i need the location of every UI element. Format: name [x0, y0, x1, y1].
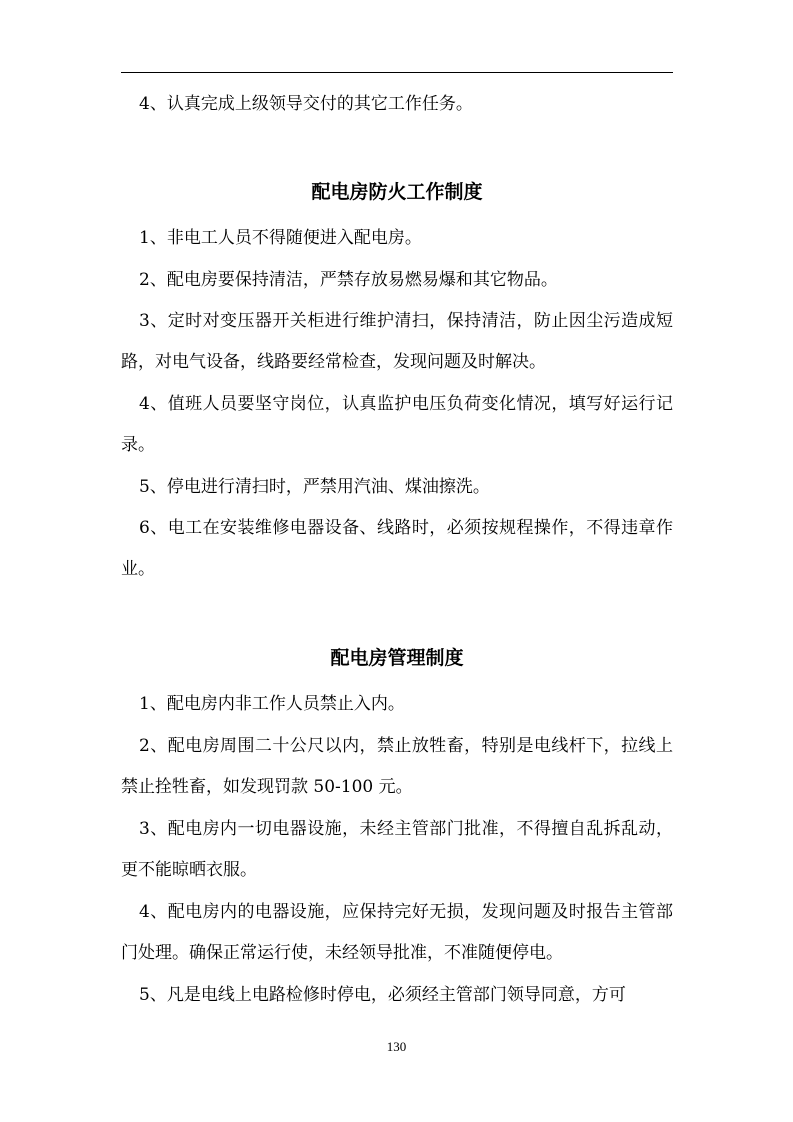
top-item: 4、认真完成上级领导交付的其它工作任务。: [139, 94, 473, 114]
management-item-5: 5、凡是电线上电路检修时停电，必须经主管部门领导同意，方可: [139, 985, 626, 1005]
fire-item-4: 4、值班人员要坚守岗位，认真监护电压负荷变化情况，填写好运行记录。: [121, 394, 673, 455]
management-item-4: 4、配电房内的电器设施，应保持完好无损，发现问题及时报告主管部门处理。确保正常运行使，未经领导批准，不准随便停电。: [121, 902, 673, 963]
management-item-3: 3、配电房内一切电器设施，未经主管部门批准，不得擅自乱拆乱动，更不能晾晒衣服。: [121, 819, 673, 880]
management-item-2: 2、配电房周围二十公尺以内，禁止放牲畜，特别是电线杆下，拉线上禁止拴牲畜，如发现罚款 50-100 元。: [121, 736, 673, 797]
page-number: 130: [386, 1039, 407, 1054]
fire-item-2: 2、配电房要保持清洁，严禁存放易燃易爆和其它物品。: [139, 270, 558, 290]
fire-item-3: 3、定时对变压器开关柜进行维护清扫，保持清洁，防止因尘污造成短路，对电气设备，线路要经常检查，发现问题及时解决。: [121, 311, 673, 372]
fire-item-5: 5、停电进行清扫时，严禁用汽油、煤油擦洗。: [139, 477, 490, 497]
management-item-1: 1、配电房内非工作人员禁止入内。: [139, 694, 405, 714]
fire-section-title: 配电房防火工作制度: [311, 181, 483, 203]
fire-item-6: 6、电工在安装维修电器设备、线路时，必须按规程操作，不得违章作业。: [121, 518, 673, 579]
header-rule: [121, 72, 673, 73]
fire-item-1: 1、非电工人员不得随便进入配电房。: [139, 228, 422, 248]
management-section-title: 配电房管理制度: [330, 647, 464, 669]
